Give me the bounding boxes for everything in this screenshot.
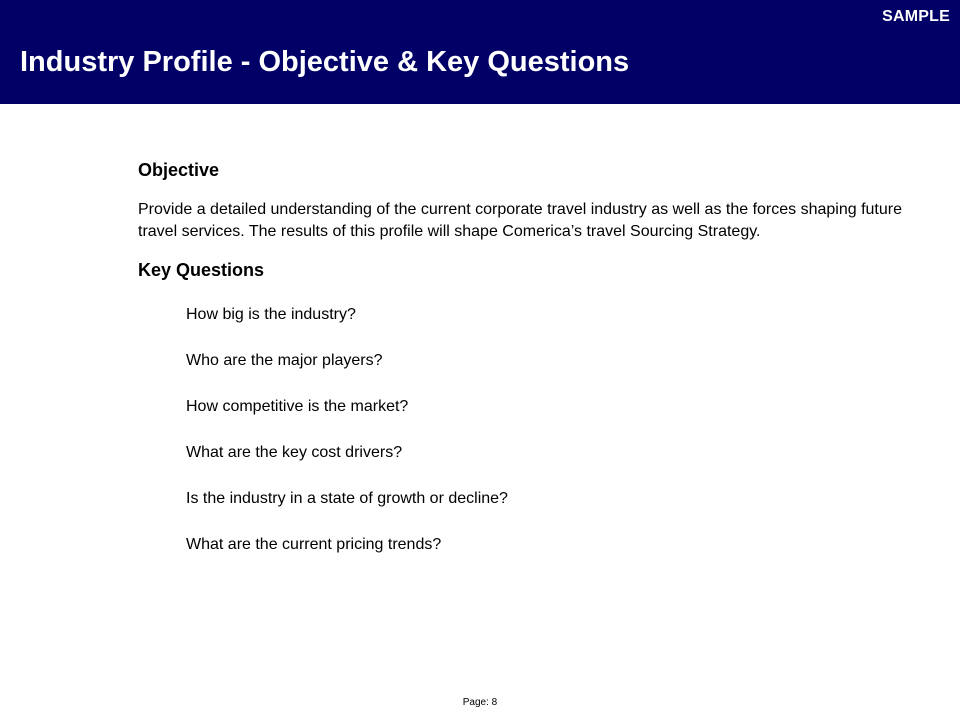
- question-item: Is the industry in a state of growth or decline?: [186, 490, 508, 507]
- question-item: What are the key cost drivers?: [186, 444, 403, 461]
- question-item: Who are the major players?: [186, 352, 383, 369]
- page-title: Industry Profile - Objective & Key Questions: [20, 46, 630, 78]
- question-item: How big is the industry?: [186, 306, 356, 323]
- objective-heading: Objective: [138, 160, 220, 180]
- page-number: Page: 8: [462, 697, 498, 708]
- question-item: What are the current pricing trends?: [186, 536, 442, 553]
- objective-text: Provide a detailed understanding of the current corporate travel industry as well as the forces shaping future travel services. The results of this profile will shape Comerica’s travel Sourcing Strategy.: [138, 201, 902, 240]
- key-questions-list: [186, 303, 928, 556]
- header-banner: [0, 0, 960, 104]
- key-questions-heading: Key Questions: [138, 260, 265, 280]
- content-area: [138, 160, 928, 579]
- sample-tag: SAMPLE: [882, 8, 950, 25]
- question-item: How competitive is the market?: [186, 398, 409, 415]
